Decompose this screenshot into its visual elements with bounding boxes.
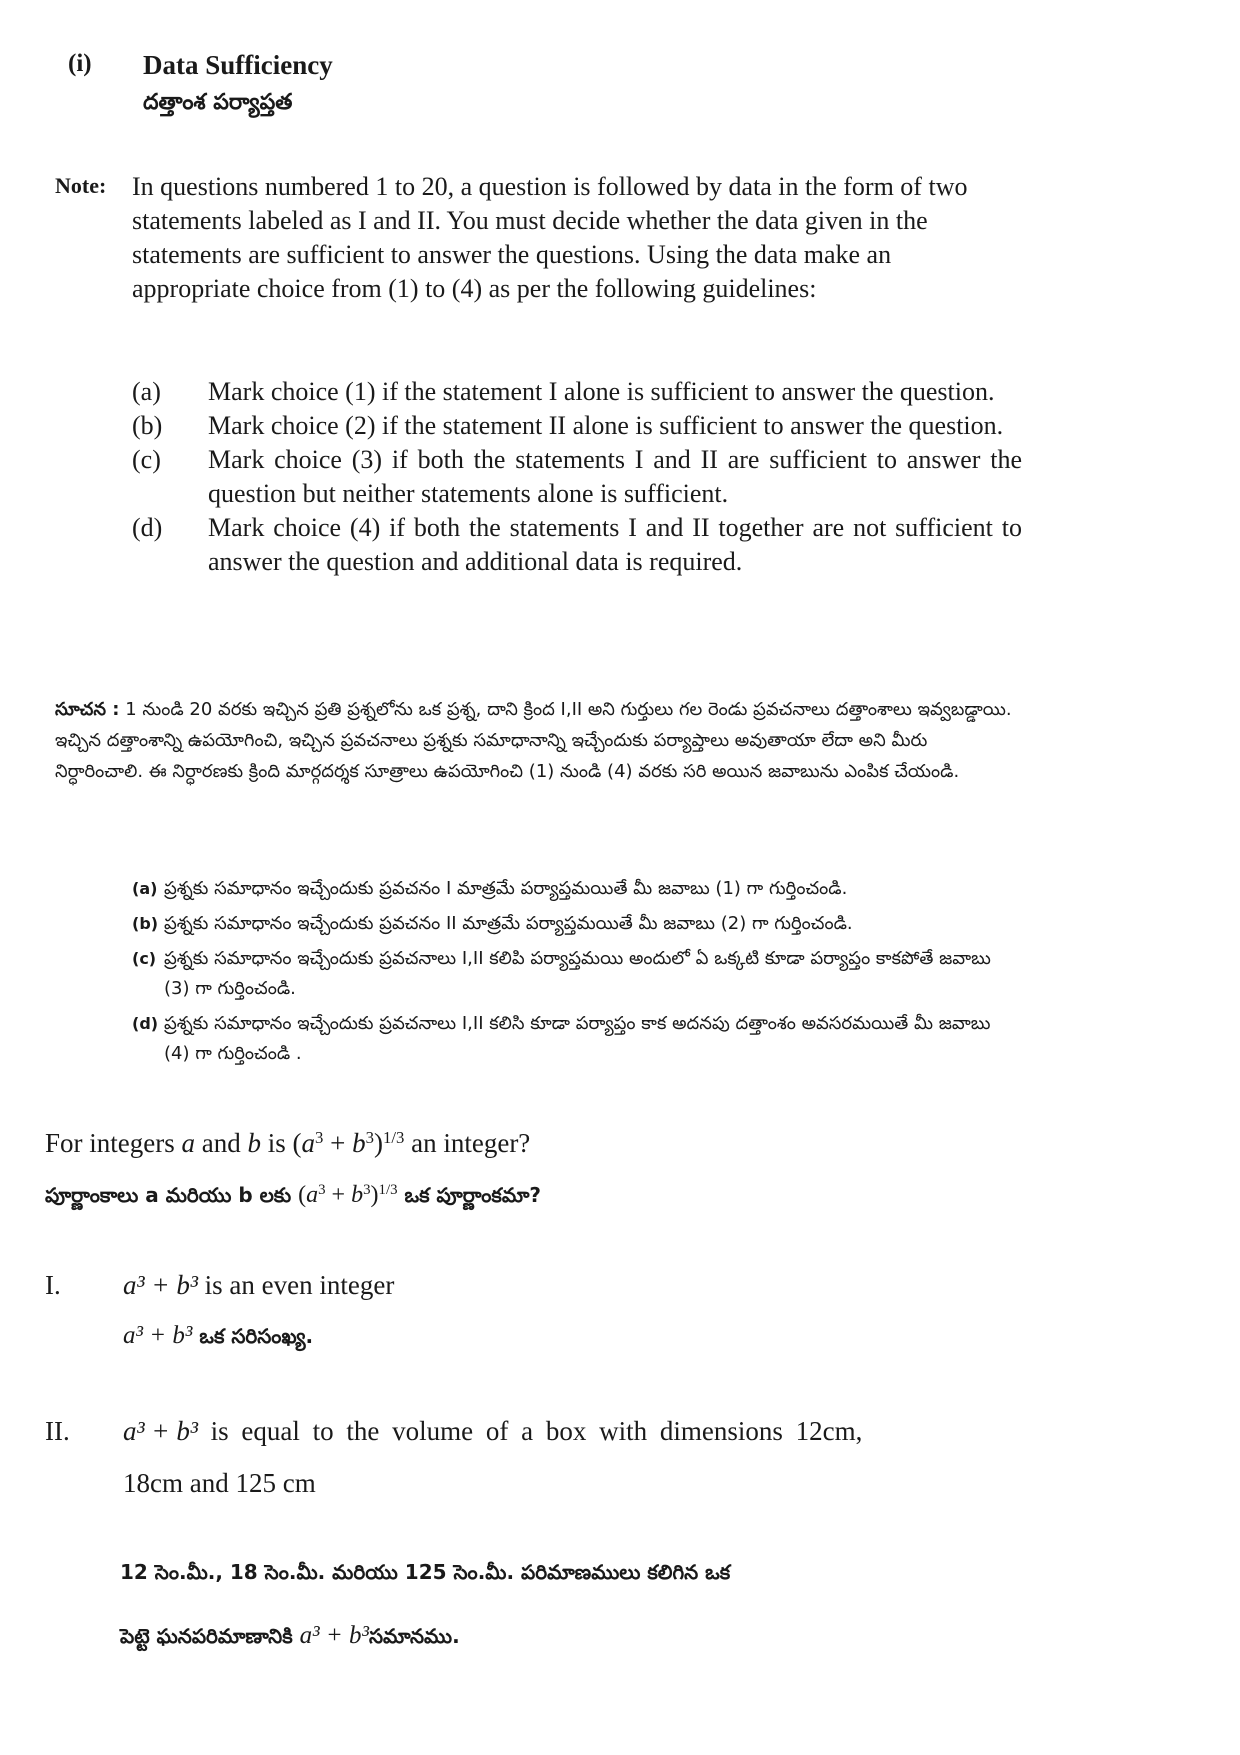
- exponent: 3: [314, 1127, 324, 1147]
- section-number: (i): [68, 50, 92, 77]
- guideline-text: Mark choice (1) if the statement I alone is sufficient to answer the question.: [208, 377, 995, 406]
- guideline-marker: (d): [132, 1014, 159, 1033]
- section-title: Data Sufficiency: [143, 50, 333, 80]
- question-prefix: For integers: [45, 1128, 182, 1158]
- statement-te-suffix: సమానము.: [368, 1624, 460, 1648]
- guidelines-list: [132, 375, 1022, 579]
- question-is: is: [260, 1128, 293, 1158]
- statement-expression: a³ + b³: [299, 1622, 369, 1649]
- guideline-text: Mark choice (2) if the statement II alone is sufficient to answer the question.: [208, 411, 1004, 440]
- guideline-marker: (a): [132, 879, 158, 898]
- guideline-text: Mark choice (4) if both the statements I and II together are not sufficient to answer the question and additional data is required.: [208, 513, 1022, 576]
- question-expression: [292, 1128, 404, 1158]
- guideline-item-telugu: [132, 874, 1017, 904]
- guideline-marker: (b): [132, 411, 163, 440]
- paren-close: ): [373, 1128, 383, 1158]
- guideline-item: [132, 409, 1022, 443]
- exponent: 3: [365, 1127, 374, 1147]
- question-te-prefix: పూర్ణాంకాలు a మరియు b లకు: [45, 1183, 299, 1207]
- section-title-telugu: దత్తాంశ పర్యాప్తత: [143, 90, 293, 115]
- guideline-text: ప్రశ్నకు సమాధానం ఇచ్చేందుకు ప్రవచనం II మాత్రమే పర్యాప్తమయితే మీ జవాబు (2) గా గుర్తించండి.: [164, 913, 853, 934]
- plus-sign: +: [323, 1128, 353, 1158]
- guideline-item: [132, 443, 1022, 511]
- statement-line: [123, 1270, 394, 1301]
- question-text-telugu: [45, 1182, 541, 1212]
- guideline-marker: (c): [132, 949, 157, 968]
- statement-text: is equal to the volume of a box with dimensions 12cm,: [197, 1416, 863, 1446]
- statement-expression: a³ + b³: [123, 1322, 193, 1349]
- statement-text-telugu: ఒక సరిసంఖ్య.: [192, 1324, 314, 1348]
- expr-a: a: [301, 1128, 315, 1158]
- guideline-marker: (a): [132, 377, 161, 406]
- expr-b: b: [351, 1182, 364, 1208]
- variable-b: b: [247, 1128, 261, 1158]
- paren-close: ): [370, 1182, 379, 1208]
- note-text: In questions numbered 1 to 20, a question is followed by data in the form of two statements labeled as I and II. You must decide whether the data given in the statements are sufficient to answer the questions. Using the data make an appropriate choice from (1) to (4) as per the following guidelines:: [132, 172, 968, 303]
- guideline-item-telugu: [132, 944, 1017, 1004]
- guideline-item: [132, 375, 1022, 409]
- question-and: and: [194, 1128, 248, 1158]
- statement-line-telugu: [123, 1322, 313, 1353]
- statement-2-telugu-line-2: [120, 1622, 460, 1653]
- guideline-marker: (b): [132, 914, 159, 933]
- guideline-text: Mark choice (3) if both the statements I and II are sufficient to answer the question but neither statements alone is sufficient.: [208, 445, 1022, 508]
- statement-text: is an even integer: [197, 1270, 395, 1300]
- statement-expression: a³ + b³: [123, 1416, 198, 1446]
- expr-a: a: [306, 1182, 319, 1208]
- guideline-marker: (c): [132, 445, 161, 474]
- guideline-marker: (d): [132, 513, 163, 542]
- statement-expression: a³ + b³: [123, 1270, 198, 1300]
- exponent-one-third: 1/3: [382, 1127, 405, 1147]
- plus-sign: +: [325, 1182, 352, 1208]
- question-text: [45, 1128, 530, 1159]
- statement-te-prefix: పెట్టె ఘనపరిమాణానికి: [120, 1624, 300, 1648]
- statement-2-telugu-line-1: 12 సెం.మీ., 18 సెం.మీ. మరియు 125 సెం.మీ. పరిమాణములు కలిగిన ఒక: [120, 1560, 731, 1584]
- note-block-telugu: [55, 694, 1020, 787]
- question-suffix: an integer?: [404, 1128, 531, 1158]
- guidelines-list-telugu: [132, 874, 1017, 1074]
- variable-a: a: [181, 1128, 195, 1158]
- exponent: 3: [363, 1181, 371, 1198]
- guideline-text: ప్రశ్నకు సమాధానం ఇచ్చేందుకు ప్రవచనం I మాత్రమే పర్యాప్తమయితే మీ జవాబు (1) గా గుర్తించండి.: [164, 878, 848, 899]
- note-label: Note:: [55, 173, 107, 198]
- exponent-one-third: 1/3: [378, 1181, 398, 1198]
- question-te-suffix: ఒక పూర్ణాంకమా?: [397, 1183, 541, 1207]
- expr-b: b: [352, 1128, 366, 1158]
- paren-open: (: [292, 1128, 302, 1158]
- note-text-telugu: 1 నుండి 20 వరకు ఇచ్చిన ప్రతి ప్రశ్నలోను ఒక ప్రశ్న, దాని క్రింద I,II అని గుర్తులు గల రెండు ప్రవచనాలు దత్తాంశాలు ఇవ్వబడ్డాయి. ఇచ్చిన దత్తాంశాన్ని ఉపయోగించి, ఇచ్చిన ప్రవచనాలు ప్రశ్నకు సమాధానాన్ని ఇచ్చేందుకు పర్యాప్తాలు అవుతాయా లేదా అని మీరు నిర్ధారించాలి. ఈ నిర్ధారణకు క్రింది మార్గదర్శక సూత్రాలు ఉపయోగించి (1) నుండి (4) వరకు సరి అయిన జవాబును ఎంపిక చేయండి.: [55, 699, 1012, 782]
- guideline-item-telugu: [132, 1009, 1017, 1069]
- guideline-text: ప్రశ్నకు సమాధానం ఇచ్చేందుకు ప్రవచనాలు I,II కలిసి కూడా పర్యాప్తం కాక అదనపు దత్తాంశం అవసరమయితే మీ జవాబు (4) గా గుర్తించండి .: [164, 1013, 991, 1064]
- exponent: 3: [318, 1181, 326, 1198]
- guideline-item: [132, 511, 1022, 579]
- guideline-item-telugu: [132, 909, 1017, 939]
- statement-line-2: 18cm and 125 cm: [123, 1468, 316, 1498]
- note-label-telugu: సూచన :: [55, 699, 120, 720]
- statement-numeral: I.: [45, 1270, 61, 1300]
- statement-line: [123, 1416, 862, 1447]
- paren-open: (: [298, 1182, 307, 1208]
- guideline-text: ప్రశ్నకు సమాధానం ఇచ్చేందుకు ప్రవచనాలు I,II కలిపి పర్యాప్తమయి అందులో ఏ ఒక్కటి కూడా పర్యాప్తం కాకపోతే జవాబు (3) గా గుర్తించండి.: [164, 948, 991, 999]
- statement-numeral: II.: [45, 1416, 70, 1446]
